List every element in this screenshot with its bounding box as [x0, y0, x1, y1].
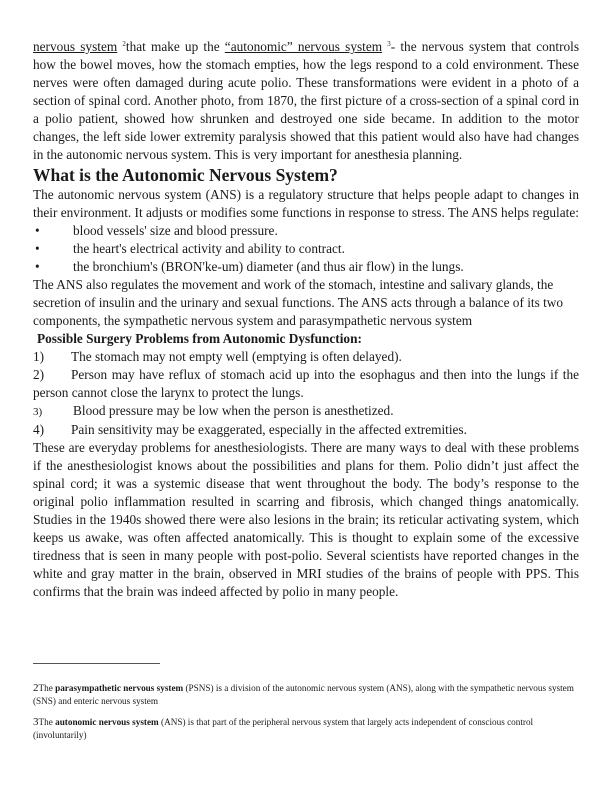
bullet-icon: •	[35, 241, 40, 256]
intro-text-1: that make up the	[125, 39, 225, 54]
intro-text-2: - the nervous system that controls how the bowel moves, how the stomach empties, how the legs respond to a cold environment. These nerves were often damaged during acute polio. These transformations were evident in a photo of a section of spinal cord. Another photo, from 1870, the first picture of a cross-section of a spinal cord in a polio patient, showed how shrunken and destroyed one side became. In addition to the motor changes, the left side lower extremity paralysis showed that this patient would also have had changes in the autonomic nervous system. This is very important for anesthesia planning.	[33, 39, 580, 162]
footnote-ref-2[interactable]: 2	[122, 40, 126, 48]
subheading: Possible Surgery Problems from Autonomic Dysfunction:	[37, 331, 362, 346]
problems-list	[33, 348, 579, 439]
list-item: 3) Blood pressure may be low when the person is anesthetized.	[33, 403, 394, 418]
page-body	[33, 38, 579, 601]
bullet-icon: •	[35, 259, 40, 274]
ans-more-paragraph: The ANS also regulates the movement and work of the stomach, intestine and salivary glands, the secretion of insulin and the urinary and sexual functions. The ANS acts through a balance of its two components, the sympathetic nervous system and parasympathetic nervous system	[33, 277, 564, 328]
section-heading: What is the Autonomic Nervous System?	[33, 165, 338, 185]
closing-paragraph: These are everyday problems for anesthesiologists. There are many ways to deal with these problems if the anesthesiologist knows about the possibilities and plans for them. Polio didn’t just affect the spinal cord; it was a systemic disease that went throughout the body. The body’s response to the original polio inflammation resulted in scarring and fibrosis, which changed things anatomically. Studies in the 1940s showed there were also lesions in the brain; its reticular activating system, which keeps us awake, was often affected anatomically. This is thought to explain some of the excessive tiredness that is seen in many people with post-polio. Several scientists have reported changes in the white and gray matter in the brain, observed in MRI studies of the brains of people with PPS. This confirms that the brain was indeed affected by polio in many people.	[33, 440, 579, 599]
nervous-system-link[interactable]: nervous system	[33, 39, 118, 54]
intro-paragraph	[33, 38, 579, 164]
autonomic-nervous-system-link[interactable]: “autonomic” nervous system	[224, 39, 383, 54]
footnote-ref-3[interactable]: 3	[387, 40, 391, 48]
footnote-divider	[33, 663, 160, 664]
list-item: 4) Pain sensitivity may be exaggerated, especially in the affected extremities.	[33, 422, 467, 437]
regulation-list	[33, 222, 579, 276]
list-item: • the heart's electrical activity and ability to contract.	[35, 241, 345, 256]
ans-intro-paragraph: The autonomic nervous system (ANS) is a regulatory structure that helps people adapt to changes in their environment. It adjusts or modifies some functions in response to stress. The ANS helps regulate:	[33, 187, 579, 220]
footnote-3: 3The autonomic nervous system (ANS) is that part of the peripheral nervous system that largely acts independent of conscious control (involuntarily)	[33, 716, 534, 740]
bullet-icon: •	[35, 223, 40, 238]
footnote-2: 2The parasympathetic nervous system (PSNS) is a division of the autonomic nervous system (ANS), along with the sympathetic nervous system (SNS) and enteric nervous system	[33, 682, 574, 706]
list-item: 1) The stomach may not empty well (emptying is often delayed).	[33, 349, 402, 364]
list-item: • the bronchium's (BRON'ke-um) diameter (and thus air flow) in the lungs.	[35, 259, 464, 274]
list-item: • blood vessels' size and blood pressure.	[35, 223, 278, 238]
list-item: 2) Person may have reflux of stomach acid up into the esophagus and then into the lungs if the person cannot close the larynx to protect the lungs.	[33, 367, 579, 400]
